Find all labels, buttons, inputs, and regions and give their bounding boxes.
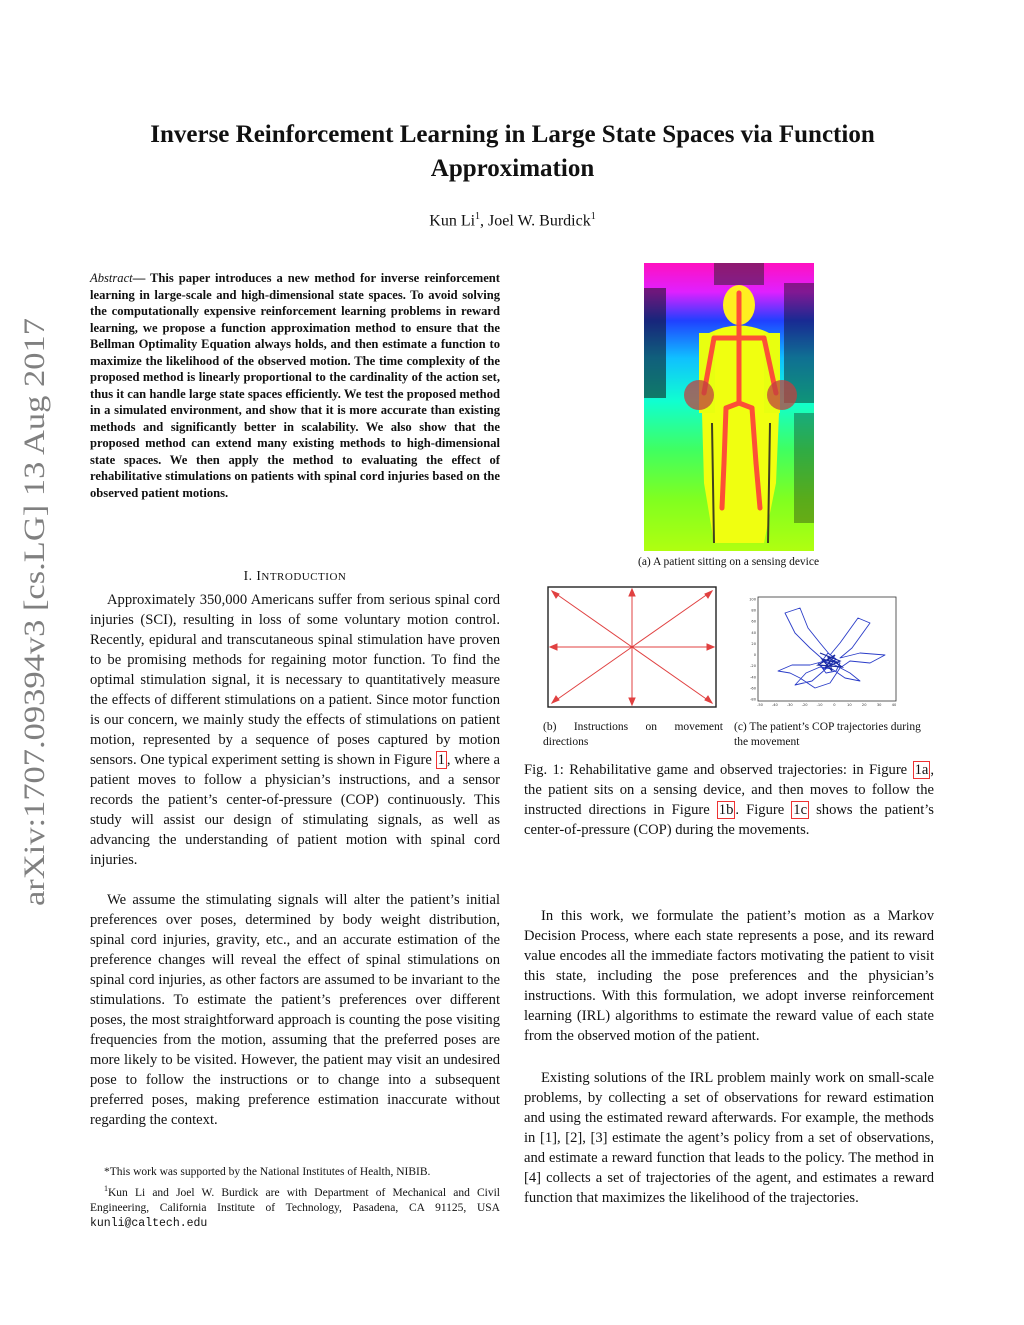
subcaption-b: (b) Instructions on movement directions <box>543 721 723 748</box>
abstract-text: — This paper introduces a new method for inverse reinforcement learning in large-scale and high-dimensional state spaces. To avoid solving the computationally expensive reinforcement learning problems in reward learning, we propose a function approximation method to ensure that the Bellman Optimality Equation always holds, and then estimate a function to maximize the likelihood of the observed motion. The time complexity of the proposed method is linearly proportional to the cardinality of the action set, thus it can handle large state spaces efficiently. We test the proposed method in a simulated environment, and show that it is more accurate than existing methods and significantly better in scalability. We also show that the proposed method can extend many existing methods to high-dimensional state spaces. We then apply the method to evaluating the effect of rehabilitative stimulations on patients with spinal cord injuries based on the observed patient motions. <box>90 271 500 500</box>
authors <box>90 211 935 230</box>
subcaption-c: (c) The patient’s COP trajectories during the movement <box>734 721 921 748</box>
y-tick-label: -40 <box>750 675 756 680</box>
intro-p2-text: We assume the stimulating signals will alter the patient’s initial preferences over poses, determined by body weight distribution, spinal cord injuries, gravity, etc., and an accurate estimation of the preference changes will reveal the effect of spinal stimulations on spinal cord injuries, as other factors are assumed to be invariant to the stimulations. To estimate the patient’s preferences over different poses, the most straightforward approach is counting the pose visiting frequencies from the motion, assuming that the preferred poses are more likely to be visited. However, the patient may visit an undesired pose to follow the instructions or to change into a subsequent preferred poses, making preference estimation inaccurate without regarding the context. <box>90 892 500 1128</box>
intro-paragraph-1 <box>90 590 500 870</box>
plot-frame <box>758 597 896 701</box>
x-tick-label: 10 <box>847 703 852 707</box>
footnotes <box>90 1165 500 1232</box>
subcaption-a: (a) A patient sitting on a sensing device <box>638 556 820 568</box>
author-2-affil: 1 <box>590 211 596 222</box>
y-tick-label: 100 <box>749 597 756 602</box>
right-paragraph-2 <box>524 1068 934 1208</box>
paper-title <box>90 118 935 186</box>
y-tick-label: 20 <box>751 641 756 646</box>
author-1: Kun Li <box>429 212 476 230</box>
y-tick-label: -60 <box>750 686 756 691</box>
right-p1-text: In this work, we formulate the patient’s motion as a Markov Decision Process, where each state represents a pose, and its reward value encodes all the immediate factors motivating the patient to visit this state, including the pose preferences and the physician’s instructions. With this formulation, we adopt inverse reinforcement learning (IRL) algorithms to estimate the reward value of each state from the observed motion of the patient. <box>524 908 934 1044</box>
section-heading-introduction <box>90 568 500 584</box>
figure-1a-link[interactable]: 1a <box>914 762 929 778</box>
section-title-rest: NTRODUCTION <box>261 571 347 583</box>
caption-part-1: Fig. 1: Rehabilitative game and observed trajectories: in Figure <box>524 762 913 778</box>
caption-part-4: shows the patient’s center-of-pressure (COP) during the movements. <box>524 802 934 838</box>
y-tick-label: -80 <box>750 697 756 702</box>
author-email-link[interactable]: kunli@caltech.edu <box>90 1217 208 1231</box>
intro-paragraph-2 <box>90 890 500 1130</box>
footnote-funding: *This work was supported by the National Institutes of Health, NIBIB. <box>104 1166 431 1178</box>
figure-1c-cop-plot <box>740 593 900 713</box>
author-2: Joel W. Burdick <box>488 212 591 230</box>
x-tick-label: -10 <box>816 703 823 707</box>
author-sep: , <box>480 212 489 230</box>
caption-part-2: , the patient sits on a sensing device, and then moves to follow the instructed directions in Figure <box>524 762 934 818</box>
right-p2-text: Existing solutions of the IRL problem mainly work on small-scale problems, by collecting a set of observations for reward estimation and using the estimated reward afterwards. For example, the methods in [1], [2], [3] estimate the agent’s policy from a set of observations, and estimate a reward function that leads to the policy. The method in [4] collects a set of trajectories of the agent, and estimates a reward function that maximizes the likelihood of the trajectories. <box>524 1070 934 1206</box>
y-tick-label: 0 <box>753 653 756 658</box>
section-number: I. <box>243 568 257 583</box>
figure-1c-link[interactable]: 1c <box>793 802 808 818</box>
footnote-affil-mark: 1 <box>104 1183 108 1193</box>
x-tick-label: -50 <box>757 703 763 707</box>
x-tick-label: -20 <box>801 703 808 707</box>
caption-part-3: . Figure <box>735 802 792 818</box>
right-paragraph-1 <box>524 906 934 1046</box>
title-line-2: Approximation <box>430 155 595 182</box>
figure-1b-directions <box>547 586 717 708</box>
figure-1-link[interactable]: 1 <box>437 752 445 768</box>
x-tick-label: 20 <box>861 703 867 707</box>
arxiv-identifier-text: arXiv:1707.09394v3 [cs.LG] 13 Aug 2017 <box>18 394 51 906</box>
y-tick-label: 60 <box>751 619 756 624</box>
x-tick-label: 0 <box>833 703 836 707</box>
figure-1a-depth-image <box>644 263 814 551</box>
figure-1-caption <box>524 760 934 840</box>
footnote-affiliation: Kun Li and Joel W. Burdick are with Department of Mechanical and Civil Engineering, California Institute of Technology, Pasadena, CA 91125, USA <box>90 1186 500 1214</box>
abstract <box>90 270 500 501</box>
x-tick-label: 30 <box>876 703 882 707</box>
x-tick-label: 40 <box>891 703 897 707</box>
author-1-affil: 1 <box>475 211 481 222</box>
intro-p1-part-a: Approximately 350,000 Americans suffer from serious spinal cord injuries (SCI), resulting in loss of some voluntary motion control. Recently, epidural and transcutaneous spinal stimulation have proven to be promising methods for regaining motor function. To find the optimal stimulation signal, it is necessary to quantitatively measure the effects of different stimulations on a patient. Since motor function is our concern, we mainly study the effects of stimulations on patient motion, represented by a sequence of poses captured by motion sensors. One typical experiment setting is shown in Figure <box>90 592 500 768</box>
figure-1b-link[interactable]: 1b <box>718 802 734 818</box>
x-tick-label: -30 <box>786 703 793 707</box>
y-tick-label: 40 <box>751 630 756 635</box>
arxiv-identifier <box>14 314 54 906</box>
abstract-label: Abstract <box>90 271 133 285</box>
y-tick-label: 80 <box>751 608 756 613</box>
title-line-1: Inverse Reinforcement Learning in Large State Spaces via Function <box>150 121 875 148</box>
section-title-first: I <box>256 568 262 583</box>
intro-p1-part-b: , where a patient moves to follow a physician’s instructions, and a sensor records the patient’s center-of-pressure (COP) continuously. This study will assist our design of stimulating signals, as well as advancing the understanding of patient motion with spinal cord injuries. <box>90 752 500 868</box>
y-tick-label: -20 <box>750 664 756 669</box>
x-tick-label: -40 <box>771 703 778 707</box>
